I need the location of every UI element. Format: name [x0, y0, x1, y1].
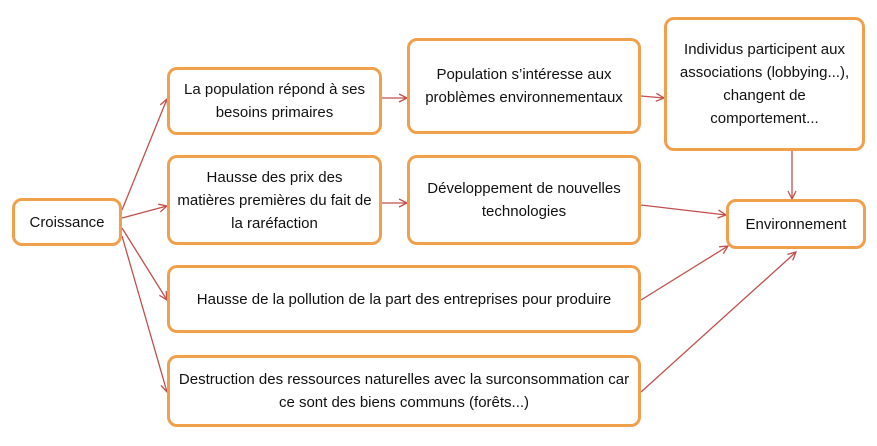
node-developpement — [407, 155, 641, 245]
node-destruction-label: Destruction des ressources naturelles avec la surconsommation car ce sont des biens communs (forêts...) — [178, 371, 630, 411]
arrow-destruction-to-environnement — [641, 252, 796, 392]
node-population-besoins-label: La population répond à ses besoins primaires — [184, 81, 365, 121]
node-croissance-label: Croissance — [29, 213, 105, 231]
arrow-interesse-to-individus — [641, 96, 664, 98]
node-hausse-pollution-label: Hausse de la pollution de la part des entreprises pour produire — [196, 290, 612, 308]
arrow-croissance-to-besoins — [122, 99, 167, 210]
node-population-besoins — [167, 67, 382, 135]
arrow-croissance-to-hausse-prix — [122, 206, 167, 218]
node-individus — [664, 17, 865, 151]
node-destruction — [167, 355, 641, 427]
arrow-developpement-to-environnement — [641, 205, 726, 215]
node-environnement — [726, 199, 866, 249]
arrow-croissance-to-pollution — [122, 228, 167, 300]
node-hausse-pollution — [167, 265, 641, 333]
arrow-pollution-to-environnement — [641, 246, 728, 300]
node-individus-label: Individus participent aux associations (lobbying...), changent de comportement... — [679, 41, 850, 127]
node-hausse-prix-label: Hausse des prix des matières premières du fait de la raréfaction — [177, 168, 372, 232]
node-developpement-label: Développement de nouvelles technologies — [427, 180, 621, 220]
node-population-interesse-label: Population s’intéresse aux problèmes environnementaux — [425, 66, 623, 106]
arrow-croissance-to-destruction — [122, 236, 167, 392]
node-croissance — [12, 198, 122, 246]
node-population-interesse — [407, 38, 641, 134]
node-environnement-label: Environnement — [745, 215, 847, 233]
node-hausse-prix — [167, 155, 382, 245]
